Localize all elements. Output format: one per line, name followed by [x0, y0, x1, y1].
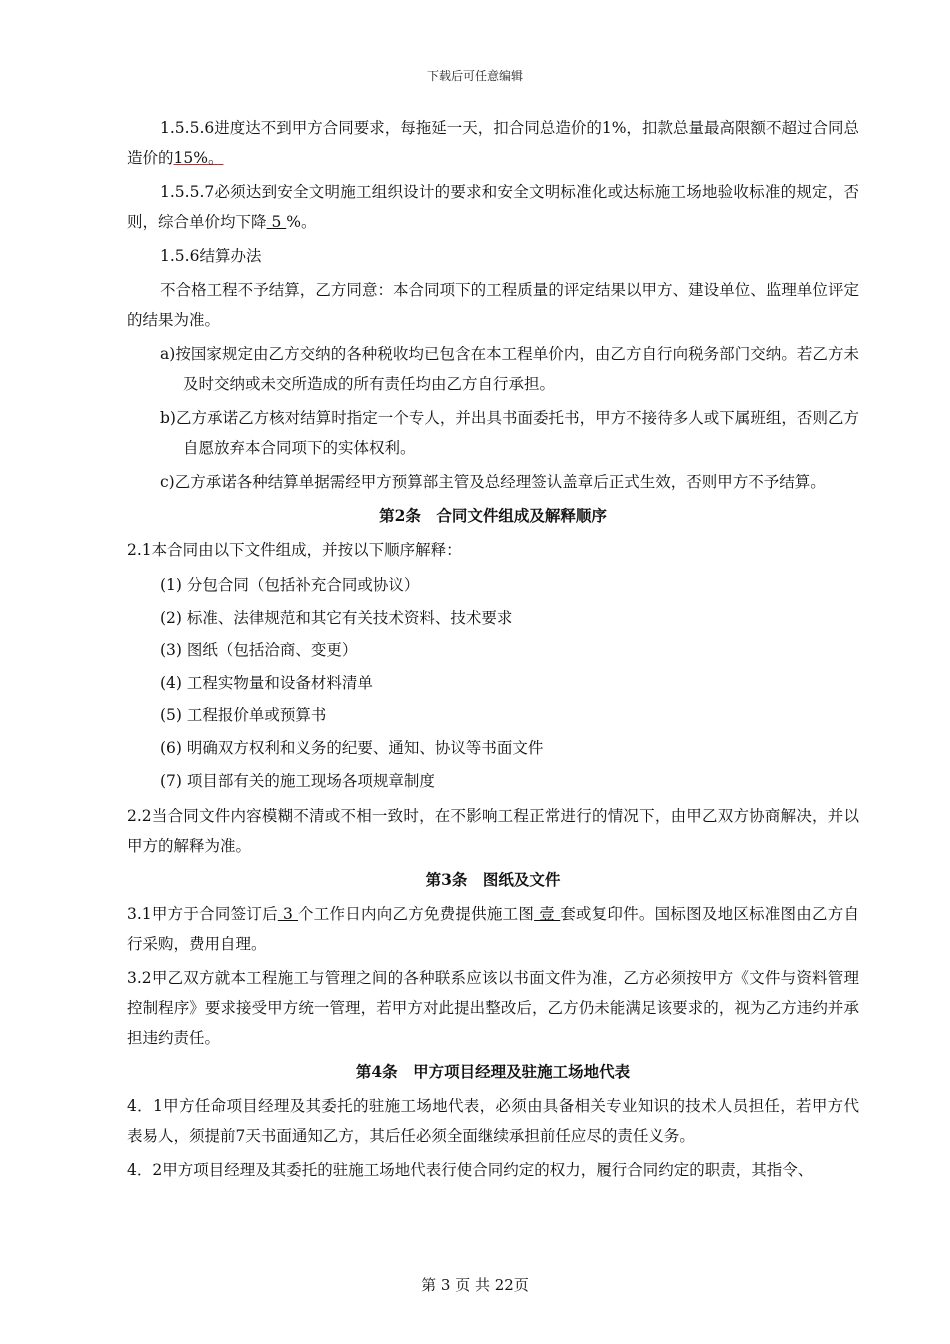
clause-4-2: 4．2甲方项目经理及其委托的驻施工场地代表行使合同约定的权力，履行合同约定的职责，其指令、: [127, 1161, 814, 1180]
clause-3-1: 3.1甲方于合同签订后 3 个工作日内向乙方免费提供施工图 壹 套或复印件。国标图及地区标准图由乙方自行采购，费用自理。: [127, 905, 859, 954]
clause-1-5-5-7: 1.5.5.7必须达到安全文明施工组织设计的要求和安全文明标准化或达标施工场地验收标准的规定，否则，综合单价均下降 5 %。: [127, 183, 859, 231]
page-header: 下载后可任意编辑: [426, 69, 523, 83]
clause-3-2: 3.2甲乙双方就本工程施工与管理之间的各种联系应该以书面文件为准，乙方必须按甲方《文件与资料管理控制程序》要求接受甲方统一管理，若甲方对此提出整改后，乙方仍未能满足该要求的，视为乙方违约并承担违约责任。: [127, 969, 859, 1048]
list-item: (4) 工程实物量和设备材料清单: [160, 673, 373, 692]
list-item: (5) 工程报价单或预算书: [160, 706, 327, 725]
clause-2-2: 2.2当合同文件内容模糊不清或不相一致时，在不影响工程正常进行的情况下，由甲乙双方协商解决，并以甲方的解释为准。: [127, 807, 859, 856]
list-item: (1) 分包合同（包括补充合同或协议）: [160, 576, 420, 594]
list-item: (3) 图纸（包括洽商、变更）: [160, 641, 358, 660]
article-4-heading: 第4条 甲方项目经理及驻施工场地代表: [355, 1062, 631, 1082]
settlement-item-a: a)按国家规定由乙方交纳的各种税收均已包含在本工程单价内，由乙方自行向税务部门交纳。若乙方未及时交纳或未交所造成的所有责任均由乙方自行承担。: [160, 345, 859, 393]
list-item: (6) 明确双方权利和义务的纪要、通知、协议等书面文件: [160, 738, 544, 757]
underlined-value: 3: [277, 905, 299, 924]
list-item: (7) 项目部有关的施工现场各项规章制度: [160, 771, 435, 790]
settlement-item-b: b)乙方承诺乙方核对结算时指定一个专人，并出具书面委托书，甲方不接待多人或下属班组，否则乙方自愿放弃本合同项下的实体权利。: [160, 409, 859, 457]
document-list: [127, 569, 859, 797]
underlined-value: 壹: [534, 905, 561, 924]
article-3-heading: 第3条 图纸及文件: [425, 870, 561, 890]
page-footer: 第 3 页 共 22页: [421, 1276, 529, 1294]
clause-1-5-6: 1.5.6结算办法: [160, 247, 262, 265]
underlined-value: 15%。: [173, 149, 224, 167]
clause-4-1: 4．1甲方任命项目经理及其委托的驻施工场地代表，必须由具备相关专业知识的技术人员担任，若甲方代表易人，须提前7天书面通知乙方，其后任必须全面继续承担前任应尽的责任义务。: [127, 1097, 859, 1146]
clause-2-1: 2.1本合同由以下文件组成，并按以下顺序解释：: [127, 541, 462, 559]
underlined-value: 5: [266, 213, 287, 231]
document-body: [127, 113, 859, 1189]
list-item: (2) 标准、法律规范和其它有关技术资料、技术要求: [160, 608, 513, 627]
settlement-item-c: c)乙方承诺各种结算单据需经甲方预算部主管及总经理签认盖章后正式生效，否则甲方不予结算。: [160, 473, 826, 491]
settlement-paragraph: 不合格工程不予结算，乙方同意：本合同项下的工程质量的评定结果以甲方、建设单位、监理单位评定的结果为准。: [127, 281, 859, 329]
article-2-heading: 第2条 合同文件组成及解释顺序: [379, 506, 607, 525]
clause-1-5-5-6: 1.5.5.6进度达不到甲方合同要求，每拖延一天，扣合同总造价的1%，扣款总量最高限额不超过合同总造价的15%。: [127, 119, 859, 167]
